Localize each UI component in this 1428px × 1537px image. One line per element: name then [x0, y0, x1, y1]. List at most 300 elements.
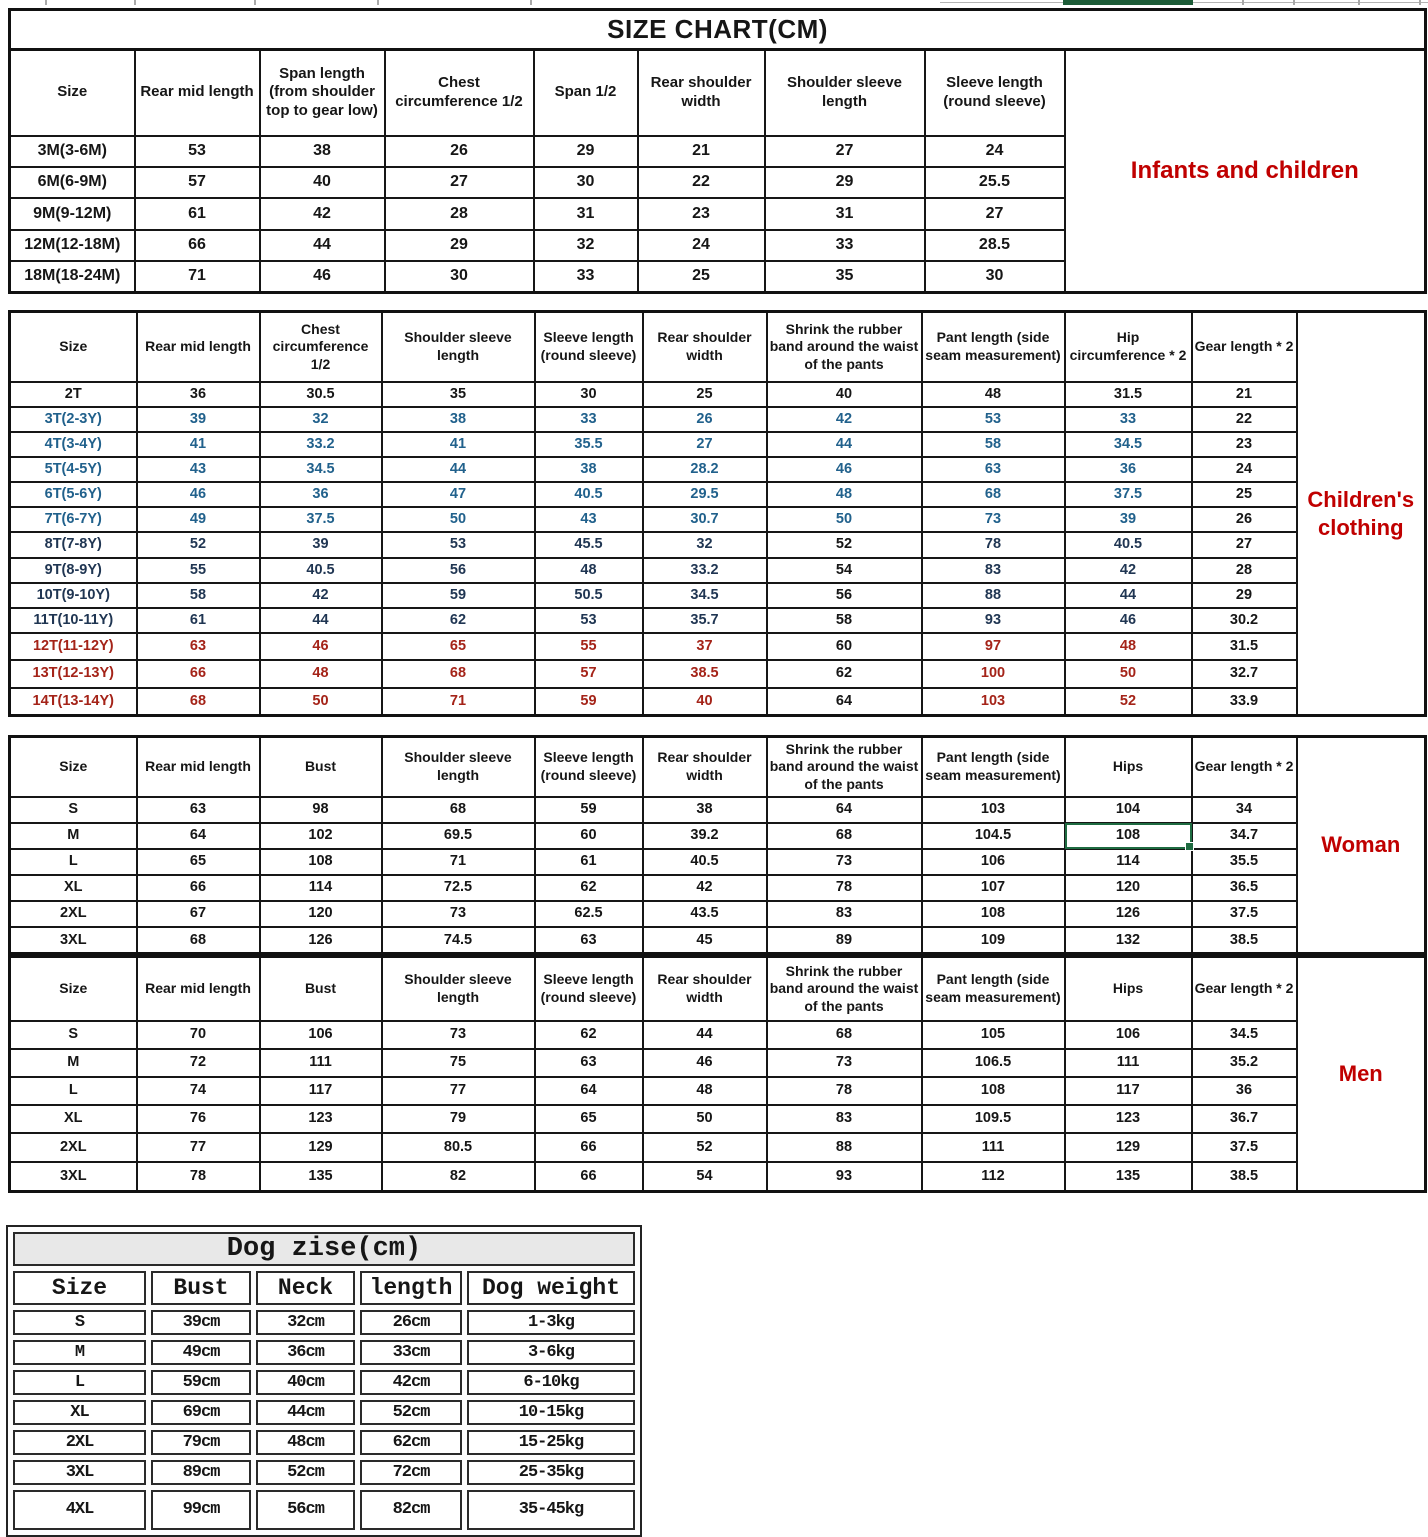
value-cell: 43 [535, 507, 643, 532]
gridline-tick [254, 0, 256, 5]
value-cell: 62 [535, 875, 643, 901]
value-cell: 56 [382, 558, 535, 583]
value-cell: 68 [767, 1021, 922, 1049]
value-cell: 29.5 [643, 482, 767, 507]
value-cell: 27 [1192, 532, 1297, 558]
value-cell: 93 [922, 608, 1065, 633]
column-header: Span 1/2 [534, 50, 638, 136]
value-cell: 38 [260, 136, 385, 167]
value-cell: 108 [922, 901, 1065, 927]
value-cell: 21 [638, 136, 765, 167]
size-cell: 18M(18-24M) [10, 261, 135, 293]
value-cell: 58 [137, 583, 260, 608]
size-cell: 10T(9-10Y) [10, 583, 137, 608]
value-cell: 67 [137, 901, 260, 927]
value-cell: 22 [638, 167, 765, 198]
column-header: Rear mid length [137, 737, 260, 797]
value-cell: 64 [137, 823, 260, 849]
value-cell: 25-35kg [467, 1460, 635, 1485]
value-cell: 48cm [256, 1430, 355, 1455]
column-header: Shrink the rubber band around the waist of the pants [767, 957, 922, 1021]
gridline-tick [377, 0, 379, 5]
value-cell: 44 [767, 432, 922, 457]
value-cell: 114 [1065, 849, 1192, 875]
value-cell: 78 [137, 1162, 260, 1192]
value-cell: 10-15kg [467, 1400, 635, 1425]
value-cell: 30 [535, 382, 643, 407]
gridline-tick [134, 0, 136, 5]
value-cell: 23 [638, 198, 765, 230]
value-cell: 63 [535, 1049, 643, 1077]
value-cell: 48 [535, 558, 643, 583]
size-cell: 4XL [13, 1490, 146, 1530]
column-header: Dog weight [467, 1271, 635, 1305]
value-cell: 28 [1192, 558, 1297, 583]
column-header: Gear length * 2 [1192, 957, 1297, 1021]
value-cell: 26 [643, 407, 767, 432]
size-cell: M [10, 823, 137, 849]
value-cell: 79cm [151, 1430, 251, 1455]
value-cell: 36cm [256, 1340, 355, 1365]
value-cell: 70 [137, 1021, 260, 1049]
value-cell: 82cm [360, 1490, 462, 1530]
value-cell: 111 [1065, 1049, 1192, 1077]
gridline-tick [1242, 0, 1244, 5]
table-row [10, 823, 1426, 849]
value-cell: 21 [1192, 382, 1297, 407]
value-cell: 33.2 [643, 558, 767, 583]
value-cell: 38.5 [1192, 1162, 1297, 1192]
table-row [10, 1133, 1426, 1162]
value-cell: 30 [534, 167, 638, 198]
value-cell: 123 [260, 1105, 382, 1133]
table-row [13, 1340, 635, 1365]
size-cell: 6T(5-6Y) [10, 482, 137, 507]
value-cell: 33.9 [1192, 688, 1297, 716]
column-header: Size [13, 1271, 146, 1305]
value-cell: 66 [535, 1133, 643, 1162]
value-cell: 31.5 [1192, 633, 1297, 660]
value-cell: 77 [382, 1077, 535, 1105]
value-cell: 49cm [151, 1340, 251, 1365]
value-cell: 117 [1065, 1077, 1192, 1105]
value-cell: 53 [135, 136, 260, 167]
value-cell: 1-3kg [467, 1310, 635, 1335]
value-cell: 73 [767, 1049, 922, 1077]
value-cell: 22 [1192, 407, 1297, 432]
value-cell: 71 [382, 849, 535, 875]
value-cell: 72cm [360, 1460, 462, 1485]
table-row [10, 660, 1426, 688]
value-cell: 35.7 [643, 608, 767, 633]
value-cell: 61 [135, 198, 260, 230]
value-cell: 45.5 [535, 532, 643, 558]
dog-table-title: Dog zise(cm) [13, 1232, 635, 1266]
column-header: Hips [1065, 737, 1192, 797]
value-cell: 53 [922, 407, 1065, 432]
value-cell: 66 [535, 1162, 643, 1192]
value-cell: 26cm [360, 1310, 462, 1335]
value-cell: 78 [767, 875, 922, 901]
size-cell: 2XL [10, 901, 137, 927]
value-cell: 44 [1065, 583, 1192, 608]
gridline-tick [1358, 0, 1360, 5]
value-cell: 27 [385, 167, 534, 198]
value-cell: 132 [1065, 927, 1192, 954]
size-cell: 7T(6-7Y) [10, 507, 137, 532]
column-header: Sleeve length (round sleeve) [535, 312, 643, 382]
table-row [10, 583, 1426, 608]
table-row [10, 1077, 1426, 1105]
value-cell: 103 [922, 797, 1065, 823]
value-cell: 28 [385, 198, 534, 230]
value-cell: 68 [767, 823, 922, 849]
value-cell: 93 [767, 1162, 922, 1192]
value-cell: 34 [1192, 797, 1297, 823]
value-cell: 15-25kg [467, 1430, 635, 1455]
value-cell: 34.7 [1192, 823, 1297, 849]
value-cell: 68 [382, 660, 535, 688]
table-row [10, 432, 1426, 457]
value-cell: 66 [137, 875, 260, 901]
value-cell: 62 [382, 608, 535, 633]
column-header: Pant length (side seam measurement) [922, 737, 1065, 797]
value-cell: 45 [643, 927, 767, 954]
value-cell: 30 [925, 261, 1065, 293]
value-cell: 106 [260, 1021, 382, 1049]
value-cell: 99cm [151, 1490, 251, 1530]
value-cell: 42 [260, 583, 382, 608]
value-cell: 69cm [151, 1400, 251, 1425]
table-row [10, 875, 1426, 901]
value-cell: 69.5 [382, 823, 535, 849]
size-cell: 6M(6-9M) [10, 167, 135, 198]
gridline-tick [1419, 0, 1421, 5]
value-cell: 52 [1065, 688, 1192, 716]
value-cell: 55 [535, 633, 643, 660]
value-cell: 39 [1065, 507, 1192, 532]
size-cell: XL [10, 1105, 137, 1133]
value-cell: 105 [922, 1021, 1065, 1049]
column-header: Shoulder sleeve length [382, 737, 535, 797]
table-row [10, 1049, 1426, 1077]
value-cell: 25.5 [925, 167, 1065, 198]
value-cell: 135 [260, 1162, 382, 1192]
value-cell: 36 [260, 482, 382, 507]
value-cell: 75 [382, 1049, 535, 1077]
value-cell: 42 [767, 407, 922, 432]
value-cell: 68 [137, 927, 260, 954]
value-cell: 60 [767, 633, 922, 660]
value-cell: 29 [765, 167, 925, 198]
size-cell: L [10, 1077, 137, 1105]
size-cell: 3XL [13, 1460, 146, 1485]
value-cell: 62 [535, 1021, 643, 1049]
size-cell: 12M(12-18M) [10, 230, 135, 261]
size-cell: 3M(3-6M) [10, 136, 135, 167]
value-cell: 3-6kg [467, 1340, 635, 1365]
value-cell: 41 [382, 432, 535, 457]
value-cell: 33 [765, 230, 925, 261]
value-cell: 120 [1065, 875, 1192, 901]
value-cell: 25 [643, 382, 767, 407]
value-cell: 40 [643, 688, 767, 716]
table-row [13, 1370, 635, 1395]
value-cell: 35.2 [1192, 1049, 1297, 1077]
value-cell: 82 [382, 1162, 535, 1192]
size-cell: 3T(2-3Y) [10, 407, 137, 432]
column-header: Span length (from shoulder top to gear low) [260, 50, 385, 136]
value-cell: 89 [767, 927, 922, 954]
value-cell: 57 [535, 660, 643, 688]
value-cell: 46 [767, 457, 922, 482]
size-cell: M [13, 1340, 146, 1365]
value-cell: 46 [260, 633, 382, 660]
value-cell: 33 [535, 407, 643, 432]
children-category-label: Children's clothing [1297, 312, 1426, 716]
column-header: Chest circumference 1/2 [260, 312, 382, 382]
value-cell: 62.5 [535, 901, 643, 927]
value-cell: 63 [137, 797, 260, 823]
value-cell: 40.5 [1065, 532, 1192, 558]
size-cell: 8T(7-8Y) [10, 532, 137, 558]
column-header: Size [10, 50, 135, 136]
column-header: Bust [260, 957, 382, 1021]
size-cell: M [10, 1049, 137, 1077]
value-cell: 52 [767, 532, 922, 558]
column-header: Hips [1065, 957, 1192, 1021]
table-row [10, 797, 1426, 823]
value-cell: 79 [382, 1105, 535, 1133]
value-cell: 39 [260, 532, 382, 558]
value-cell: 48 [643, 1077, 767, 1105]
size-cell: 11T(10-11Y) [10, 608, 137, 633]
infants-table-title: SIZE CHART(CM) [10, 10, 1426, 50]
value-cell: 53 [382, 532, 535, 558]
value-cell: 37.5 [1065, 482, 1192, 507]
value-cell: 109.5 [922, 1105, 1065, 1133]
column-header: Neck [256, 1271, 355, 1305]
value-cell: 48 [1065, 633, 1192, 660]
value-cell: 59 [535, 688, 643, 716]
value-cell: 62cm [360, 1430, 462, 1455]
size-cell: 4T(3-4Y) [10, 432, 137, 457]
value-cell: 83 [922, 558, 1065, 583]
selected-column-highlight [1063, 0, 1193, 5]
value-cell: 40.5 [535, 482, 643, 507]
value-cell: 72.5 [382, 875, 535, 901]
column-header: Gear length * 2 [1192, 737, 1297, 797]
value-cell: 59 [535, 797, 643, 823]
column-header: length [360, 1271, 462, 1305]
value-cell: 29 [1192, 583, 1297, 608]
gridline-tick [1293, 0, 1295, 5]
table-row [10, 558, 1426, 583]
value-cell: 32.7 [1192, 660, 1297, 688]
value-cell: 126 [260, 927, 382, 954]
value-cell: 50 [260, 688, 382, 716]
value-cell: 59 [382, 583, 535, 608]
value-cell: 50 [382, 507, 535, 532]
column-header: Bust [260, 737, 382, 797]
value-cell: 37.5 [1192, 901, 1297, 927]
table-row [10, 688, 1426, 716]
value-cell: 123 [1065, 1105, 1192, 1133]
size-cell: S [13, 1310, 146, 1335]
value-cell: 48 [922, 382, 1065, 407]
value-cell: 46 [137, 482, 260, 507]
value-cell: 31.5 [1065, 382, 1192, 407]
column-header: Shoulder sleeve length [382, 312, 535, 382]
value-cell: 33 [534, 261, 638, 293]
value-cell: 108 [260, 849, 382, 875]
size-cell: S [10, 797, 137, 823]
value-cell: 103 [922, 688, 1065, 716]
value-cell: 104 [1065, 797, 1192, 823]
column-header: Rear mid length [135, 50, 260, 136]
value-cell: 43 [137, 457, 260, 482]
value-cell: 55 [137, 558, 260, 583]
value-cell: 73 [922, 507, 1065, 532]
table-row [10, 482, 1426, 507]
value-cell: 108 [922, 1077, 1065, 1105]
value-cell: 83 [767, 901, 922, 927]
value-cell: 37.5 [1192, 1133, 1297, 1162]
size-cell: 2XL [10, 1133, 137, 1162]
value-cell: 37 [643, 633, 767, 660]
value-cell: 57 [135, 167, 260, 198]
table-row [13, 1400, 635, 1425]
value-cell: 58 [922, 432, 1065, 457]
table-row [10, 1105, 1426, 1133]
column-header: Size [10, 737, 137, 797]
table-row [10, 1021, 1426, 1049]
value-cell: 97 [922, 633, 1065, 660]
value-cell: 46 [643, 1049, 767, 1077]
value-cell: 43.5 [643, 901, 767, 927]
value-cell: 50 [643, 1105, 767, 1133]
value-cell: 38 [382, 407, 535, 432]
value-cell: 65 [535, 1105, 643, 1133]
size-cell: XL [13, 1400, 146, 1425]
column-header: Hip circumference * 2 [1065, 312, 1192, 382]
value-cell: 61 [535, 849, 643, 875]
column-header: Shrink the rubber band around the waist of the pants [767, 312, 922, 382]
value-cell: 77 [137, 1133, 260, 1162]
value-cell: 34.5 [643, 583, 767, 608]
value-cell: 36 [1065, 457, 1192, 482]
value-cell: 33 [1065, 407, 1192, 432]
value-cell: 31 [534, 198, 638, 230]
value-cell: 39cm [151, 1310, 251, 1335]
table-row [10, 507, 1426, 532]
value-cell: 44 [260, 230, 385, 261]
value-cell: 66 [135, 230, 260, 261]
value-cell: 129 [260, 1133, 382, 1162]
value-cell: 65 [137, 849, 260, 875]
column-header: Rear shoulder width [643, 312, 767, 382]
value-cell: 30.7 [643, 507, 767, 532]
table-row [10, 849, 1426, 875]
size-cell: 12T(11-12Y) [10, 633, 137, 660]
column-header: Gear length * 2 [1192, 312, 1297, 382]
value-cell: 36 [137, 382, 260, 407]
table-row [10, 633, 1426, 660]
table-row [10, 927, 1426, 954]
size-cell: 2XL [13, 1430, 146, 1455]
value-cell: 80.5 [382, 1133, 535, 1162]
value-cell: 27 [925, 198, 1065, 230]
men-category-label: Men [1297, 957, 1426, 1192]
value-cell: 89cm [151, 1460, 251, 1485]
value-cell: 36 [1192, 1077, 1297, 1105]
value-cell: 54 [643, 1162, 767, 1192]
value-cell: 42cm [360, 1370, 462, 1395]
value-cell: 117 [260, 1077, 382, 1105]
value-cell: 64 [767, 797, 922, 823]
value-cell: 109 [922, 927, 1065, 954]
value-cell: 38 [643, 797, 767, 823]
column-header: Sleeve length (round sleeve) [535, 737, 643, 797]
value-cell: 35.5 [535, 432, 643, 457]
value-cell: 54 [767, 558, 922, 583]
column-header: Shoulder sleeve length [765, 50, 925, 136]
value-cell: 100 [922, 660, 1065, 688]
value-cell: 27 [765, 136, 925, 167]
value-cell: 29 [385, 230, 534, 261]
men-size-table [8, 955, 1427, 1193]
value-cell: 40 [260, 167, 385, 198]
women-size-table [8, 735, 1427, 955]
value-cell: 106 [922, 849, 1065, 875]
value-cell: 26 [385, 136, 534, 167]
column-header: Size [10, 312, 137, 382]
value-cell: 53 [535, 608, 643, 633]
table-row [10, 901, 1426, 927]
column-header: Shoulder sleeve length [382, 957, 535, 1021]
value-cell: 66 [137, 660, 260, 688]
size-cell: 3XL [10, 927, 137, 954]
women-category-label: Woman [1297, 737, 1426, 954]
table-row [13, 1430, 635, 1455]
size-cell: L [13, 1370, 146, 1395]
value-cell: 25 [1192, 482, 1297, 507]
size-cell: XL [10, 875, 137, 901]
value-cell: 34.5 [1192, 1021, 1297, 1049]
value-cell: 38 [535, 457, 643, 482]
column-header: Bust [151, 1271, 251, 1305]
value-cell: 62 [767, 660, 922, 688]
table-row [13, 1310, 635, 1335]
value-cell: 48 [767, 482, 922, 507]
value-cell: 104.5 [922, 823, 1065, 849]
value-cell: 78 [922, 532, 1065, 558]
value-cell: 65 [382, 633, 535, 660]
value-cell: 68 [922, 482, 1065, 507]
value-cell: 6-10kg [467, 1370, 635, 1395]
size-cell: L [10, 849, 137, 875]
value-cell: 98 [260, 797, 382, 823]
table-row [10, 457, 1426, 482]
dog-size-table [6, 1225, 642, 1537]
value-cell: 36.7 [1192, 1105, 1297, 1133]
column-header: Size [10, 957, 137, 1021]
value-cell: 50 [1065, 660, 1192, 688]
value-cell: 42 [1065, 558, 1192, 583]
gridline-tick [530, 0, 532, 5]
value-cell: 32cm [256, 1310, 355, 1335]
value-cell: 48 [260, 660, 382, 688]
